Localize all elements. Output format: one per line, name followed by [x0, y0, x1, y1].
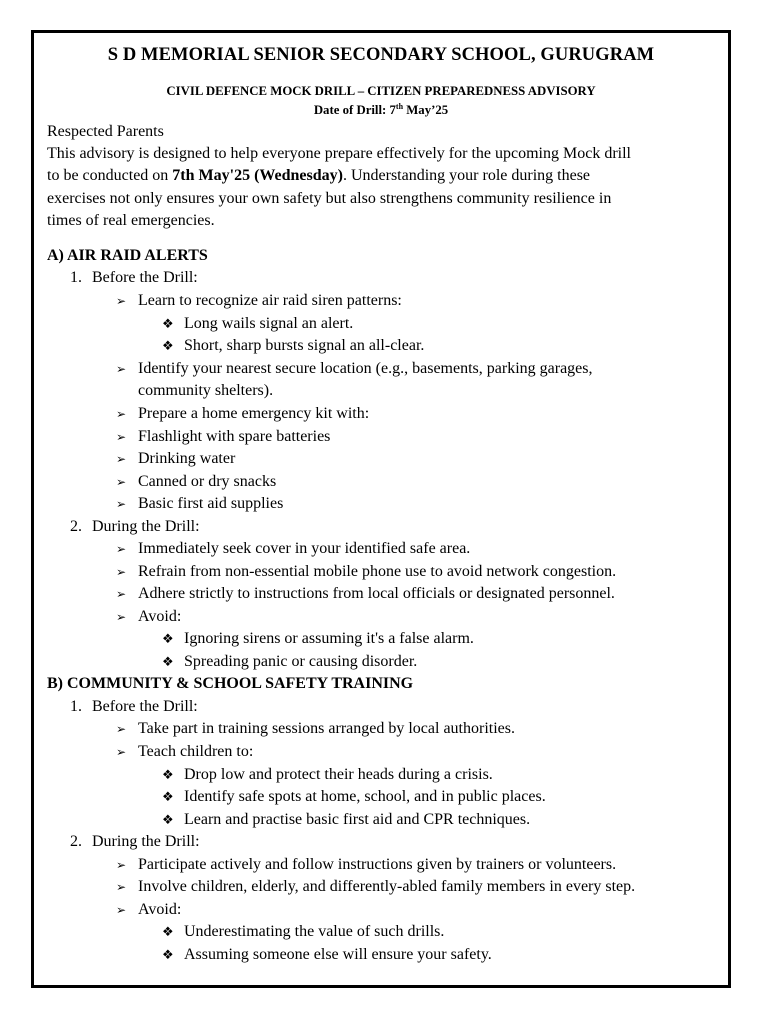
list-sub-item: [162, 336, 424, 357]
list-item-text: Adhere strictly to instructions from local officials or designated personnel.: [138, 585, 615, 602]
section-b-before-heading: [70, 697, 198, 717]
diamond-bullet-icon: ❖: [162, 813, 174, 828]
list-item: [116, 877, 635, 897]
arrow-bullet-icon: ➢: [116, 475, 127, 489]
list-number: 2.: [70, 833, 82, 850]
arrow-bullet-icon: ➢: [116, 497, 127, 511]
list-sub-item: [162, 945, 492, 966]
list-number: 1.: [70, 269, 82, 286]
list-item: [116, 404, 369, 424]
list-sub-item: [162, 787, 546, 808]
list-item-text: Canned or dry snacks: [138, 473, 277, 490]
arrow-bullet-icon: ➢: [116, 565, 127, 579]
list-item: [116, 742, 253, 762]
drill-date-label: Date of Drill: 7: [313, 103, 396, 117]
list-item: [116, 900, 181, 920]
intro-line-2: [47, 166, 590, 186]
advisory-document: [31, 30, 731, 988]
diamond-bullet-icon: ❖: [162, 632, 174, 647]
arrow-bullet-icon: ➢: [116, 722, 127, 736]
list-item: [116, 539, 470, 559]
intro-line-2-post: . Understanding your role during these: [342, 167, 591, 184]
list-item-text: Long wails signal an alert.: [184, 315, 354, 332]
list-item-text: Involve children, elderly, and differently-abled family members in every step.: [138, 878, 636, 895]
list-item-text: Immediately seek cover in your identified safe area.: [138, 540, 471, 557]
advisory-title: CIVIL DEFENCE MOCK DRILL – CITIZEN PREPAREDNESS ADVISORY: [166, 84, 596, 98]
arrow-bullet-icon: ➢: [116, 407, 127, 421]
list-item-text: Drop low and protect their heads during a crisis.: [184, 766, 493, 783]
diamond-bullet-icon: ❖: [162, 317, 174, 332]
list-item-text: Identify your nearest secure location (e.g., basements, parking garages,: [138, 360, 593, 377]
list-sub-item: [162, 652, 417, 673]
diamond-bullet-icon: ❖: [162, 948, 174, 963]
drill-date-suffix: th: [395, 102, 404, 111]
list-item: [116, 291, 402, 311]
section-a-before-heading: [70, 268, 198, 288]
arrow-bullet-icon: ➢: [116, 858, 127, 872]
arrow-bullet-icon: ➢: [116, 903, 127, 917]
list-item-text: Learn to recognize air raid siren patterns:: [138, 292, 402, 309]
list-item-text: Drinking water: [138, 450, 236, 467]
arrow-bullet-icon: ➢: [116, 294, 127, 308]
list-item: [116, 472, 276, 492]
list-label: Before the Drill:: [92, 698, 198, 715]
list-item: [116, 494, 283, 514]
list-item: [116, 607, 181, 627]
list-item-text: Take part in training sessions arranged by local authorities.: [138, 720, 515, 737]
intro-drill-date-bold: 7th May'25 (Wednesday): [172, 167, 343, 184]
section-b-during-heading: [70, 832, 200, 852]
list-item-text: Assuming someone else will ensure your safety.: [184, 946, 492, 963]
arrow-bullet-icon: ➢: [116, 587, 127, 601]
intro-line-1: This advisory is designed to help everyone prepare effectively for the upcoming Mock drill: [47, 145, 631, 162]
list-item-text: Flashlight with spare batteries: [138, 428, 331, 445]
section-a-heading: A) AIR RAID ALERTS: [47, 247, 208, 264]
list-item-text: Avoid:: [138, 608, 182, 625]
list-item: [116, 584, 615, 604]
list-sub-item: [162, 810, 530, 831]
list-sub-item: [162, 765, 493, 786]
list-item: [116, 449, 235, 469]
list-item-text: Short, sharp bursts signal an all-clear.: [184, 337, 425, 354]
list-item-text: Learn and practise basic first aid and CPR techniques.: [184, 811, 531, 828]
list-sub-item: [162, 629, 474, 650]
greeting: Respected Parents: [47, 123, 164, 140]
arrow-bullet-icon: ➢: [116, 430, 127, 444]
arrow-bullet-icon: ➢: [116, 542, 127, 556]
intro-line-4: times of real emergencies.: [47, 212, 215, 229]
arrow-bullet-icon: ➢: [116, 610, 127, 624]
drill-date: [34, 103, 728, 118]
arrow-bullet-icon: ➢: [116, 452, 127, 466]
section-b-heading: B) COMMUNITY & SCHOOL SAFETY TRAINING: [47, 675, 414, 692]
list-item: [116, 855, 616, 875]
list-label: During the Drill:: [92, 833, 200, 850]
arrow-bullet-icon: ➢: [116, 362, 127, 376]
list-sub-item: [162, 314, 353, 335]
intro-line-2-pre: to be conducted on: [47, 167, 173, 184]
diamond-bullet-icon: ❖: [162, 768, 174, 783]
diamond-bullet-icon: ❖: [162, 790, 174, 805]
diamond-bullet-icon: ❖: [162, 925, 174, 940]
list-item-text: Identify safe spots at home, school, and in public places.: [184, 788, 546, 805]
arrow-bullet-icon: ➢: [116, 745, 127, 759]
list-item-text: Spreading panic or causing disorder.: [184, 653, 418, 670]
list-item-text: Participate actively and follow instructions given by trainers or volunteers.: [138, 856, 617, 873]
school-name: S D MEMORIAL SENIOR SECONDARY SCHOOL, GURUGRAM: [107, 45, 655, 65]
list-item-text: Refrain from non-essential mobile phone use to avoid network congestion.: [138, 563, 617, 580]
list-number: 1.: [70, 698, 82, 715]
list-item-text: Ignoring sirens or assuming it's a false alarm.: [184, 630, 474, 647]
diamond-bullet-icon: ❖: [162, 339, 174, 354]
list-sub-item: [162, 922, 444, 943]
diamond-bullet-icon: ❖: [162, 655, 174, 670]
list-item-text: Avoid:: [138, 901, 182, 918]
drill-date-month: May’25: [403, 103, 449, 117]
list-item: [116, 427, 330, 447]
list-item: [116, 359, 593, 379]
list-item-text: Underestimating the value of such drills.: [184, 923, 445, 940]
list-number: 2.: [70, 518, 82, 535]
list-label: Before the Drill:: [92, 269, 198, 286]
list-label: During the Drill:: [92, 518, 200, 535]
list-item-text: Basic first aid supplies: [138, 495, 284, 512]
list-item: [116, 719, 515, 739]
list-item: [116, 562, 616, 582]
list-item-text: Teach children to:: [138, 743, 254, 760]
list-item-continuation: community shelters).: [138, 382, 274, 399]
intro-line-3: exercises not only ensures your own safety but also strengthens community resilience in: [47, 190, 612, 207]
arrow-bullet-icon: ➢: [116, 880, 127, 894]
section-a-during-heading: [70, 517, 200, 537]
list-item-text: Prepare a home emergency kit with:: [138, 405, 370, 422]
